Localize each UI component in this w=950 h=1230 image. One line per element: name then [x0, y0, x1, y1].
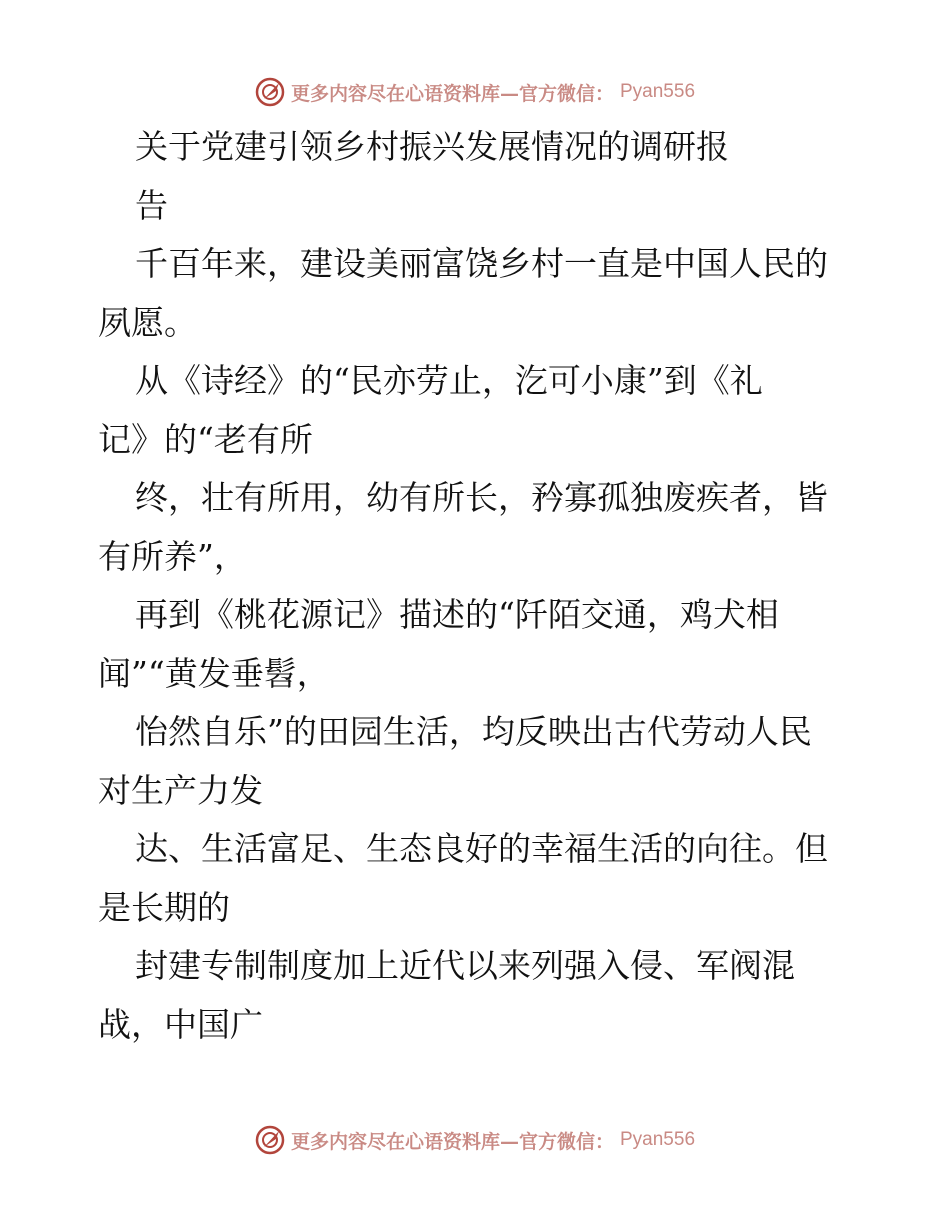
text-line: 千百年来，建设美丽富饶乡村一直是中国人民的 — [135, 244, 828, 283]
footer-banner-text: 更多内容尽在心语资料库—官方微信： — [290, 1130, 614, 1153]
text-line: 有所养”， — [98, 536, 247, 576]
document-body — [98, 118, 858, 1054]
text-line: 战，中国广 — [98, 1004, 263, 1044]
header-banner-text: 更多内容尽在心语资料库—官方微信： — [290, 82, 614, 105]
footer-banner-inner — [255, 1125, 695, 1155]
text-line: 封建专制制度加上近代以来列强入侵、军阀混 — [135, 946, 795, 985]
header-banner-contact: Pyan556 — [620, 81, 696, 102]
footer-watermark-banner — [0, 1118, 950, 1162]
text-line: 记》的“老有所 — [98, 419, 313, 459]
quill-logo-icon — [255, 77, 285, 107]
text-line: 再到《桃花源记》描述的“阡陌交通，鸡犬相 — [135, 595, 779, 634]
text-line: 从《诗经》的“民亦劳止，汔可小康”到《礼 — [135, 361, 763, 400]
text-line: 对生产力发 — [98, 770, 263, 810]
footer-banner-contact: Pyan556 — [620, 1129, 696, 1150]
text-line: 怡然自乐”的田园生活，均反映出古代劳动人民 — [135, 712, 812, 751]
quill-logo-icon — [255, 1125, 285, 1155]
text-line: 夙愿。 — [98, 302, 197, 342]
text-line: 终，壮有所用，幼有所长，矜寡孤独废疾者，皆 — [135, 478, 828, 517]
title-line-1: 关于党建引领乡村振兴发展情况的调研报 — [135, 127, 729, 166]
header-banner-inner — [255, 77, 695, 107]
title-line-2: 告 — [135, 185, 168, 225]
text-line: 闻”“黄发垂髫， — [98, 653, 330, 693]
header-watermark-banner — [0, 70, 950, 114]
text-line: 达、生活富足、生态良好的幸福生活的向往。但 — [135, 829, 828, 868]
text-line: 是长期的 — [98, 887, 230, 927]
